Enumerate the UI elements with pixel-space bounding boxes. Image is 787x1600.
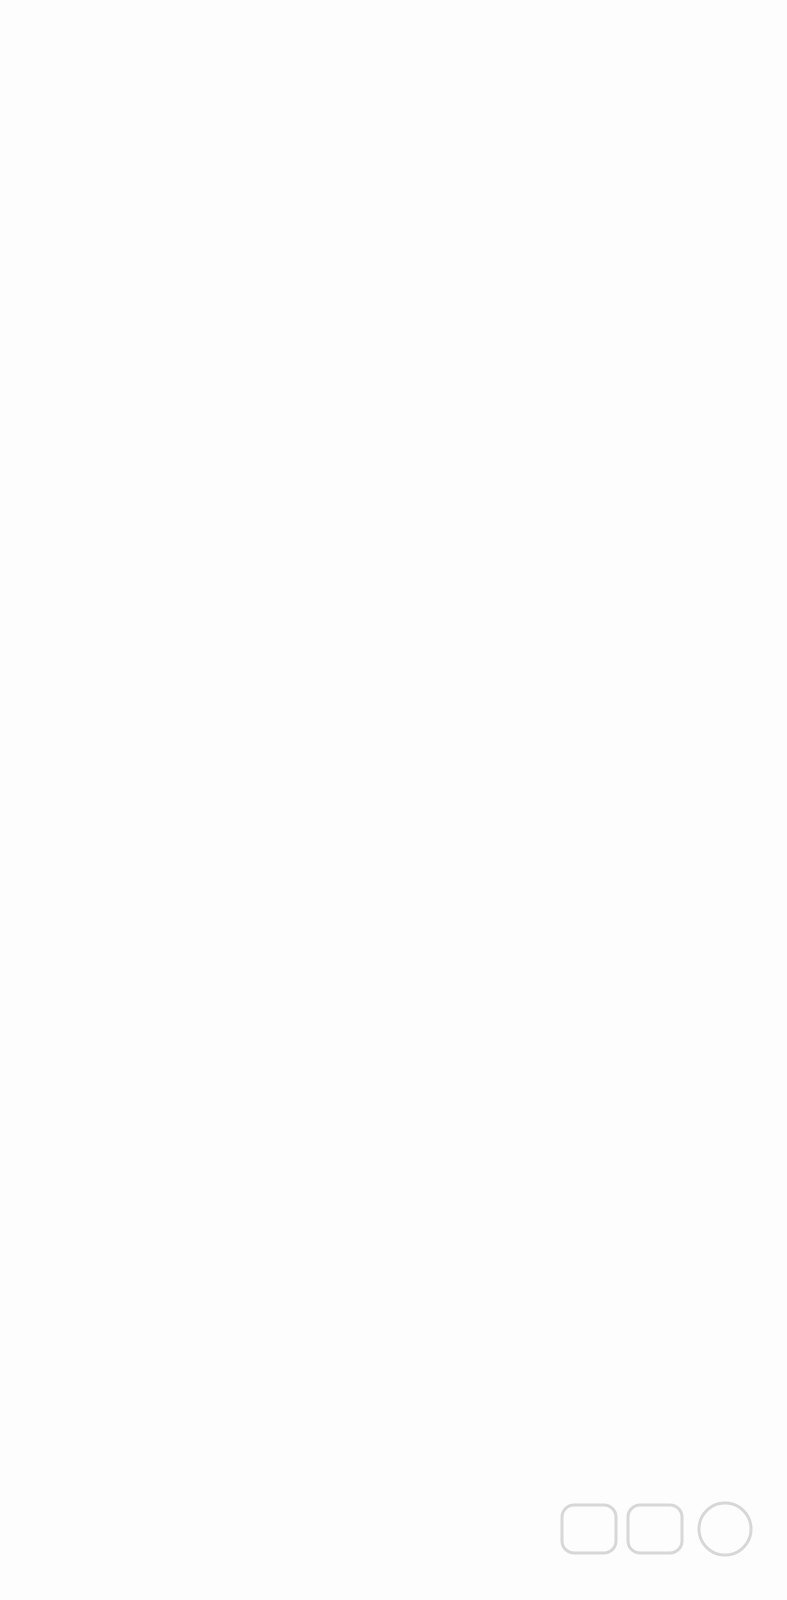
watermark-logo: [540, 1500, 780, 1595]
